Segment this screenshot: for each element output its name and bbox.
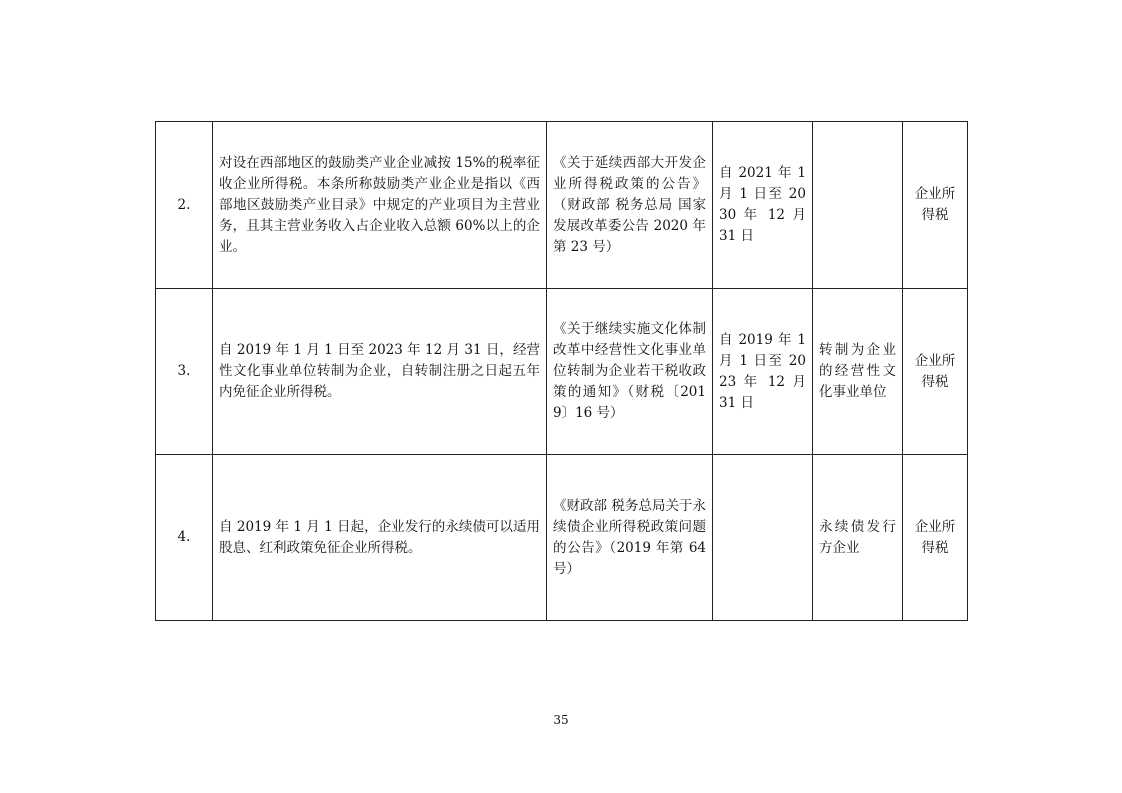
tax-type-cell: 企业所得税 — [903, 289, 968, 455]
validity-period-cell — [713, 455, 813, 621]
tax-type-cell: 企业所得税 — [903, 122, 968, 289]
validity-period-cell: 自 2019 年 1 月 1 日至 2023 年 12 月 31 日 — [713, 289, 813, 455]
tax-policy-table — [155, 121, 968, 621]
validity-period-cell: 自 2021 年 1 月 1 日至 2030 年 12 月 31 日 — [713, 122, 813, 289]
policy-content-cell: 对设在西部地区的鼓励类产业企业减按 15%的税率征收企业所得税。本条所称鼓励类产业企业是指以《西部地区鼓励类产业目录》中规定的产业项目为主营业务，且其主营业务收入占企业收入总额 60%以上的企业。 — [213, 122, 547, 289]
page-number: 35 — [553, 713, 569, 727]
table-row — [156, 289, 968, 455]
row-number-cell: 4. — [156, 455, 213, 621]
tax-type-cell: 企业所得税 — [903, 455, 968, 621]
policy-content-cell: 自 2019 年 1 月 1 日起，企业发行的永续债可以适用股息、红利政策免征企业所得税。 — [213, 455, 547, 621]
applicable-object-cell: 永续债发行方企业 — [813, 455, 903, 621]
table-row — [156, 122, 968, 289]
policy-basis-cell: 《关于延续西部大开发企业所得税政策的公告》（财政部 税务总局 国家发展改革委公告 2020 年第 23 号） — [547, 122, 713, 289]
applicable-object-cell: 转制为企业的经营性文化事业单位 — [813, 289, 903, 455]
policy-basis-cell: 《财政部 税务总局关于永续债企业所得税政策问题的公告》（2019 年第 64 号） — [547, 455, 713, 621]
row-number-cell: 3. — [156, 289, 213, 455]
policy-content-cell: 自 2019 年 1 月 1 日至 2023 年 12 月 31 日，经营性文化事业单位转制为企业，自转制注册之日起五年内免征企业所得税。 — [213, 289, 547, 455]
policy-basis-cell: 《关于继续实施文化体制改革中经营性文化事业单位转制为企业若干税收政策的通知》（财税〔2019〕16 号） — [547, 289, 713, 455]
row-number-cell: 2. — [156, 122, 213, 289]
table-row — [156, 455, 968, 621]
applicable-object-cell — [813, 122, 903, 289]
